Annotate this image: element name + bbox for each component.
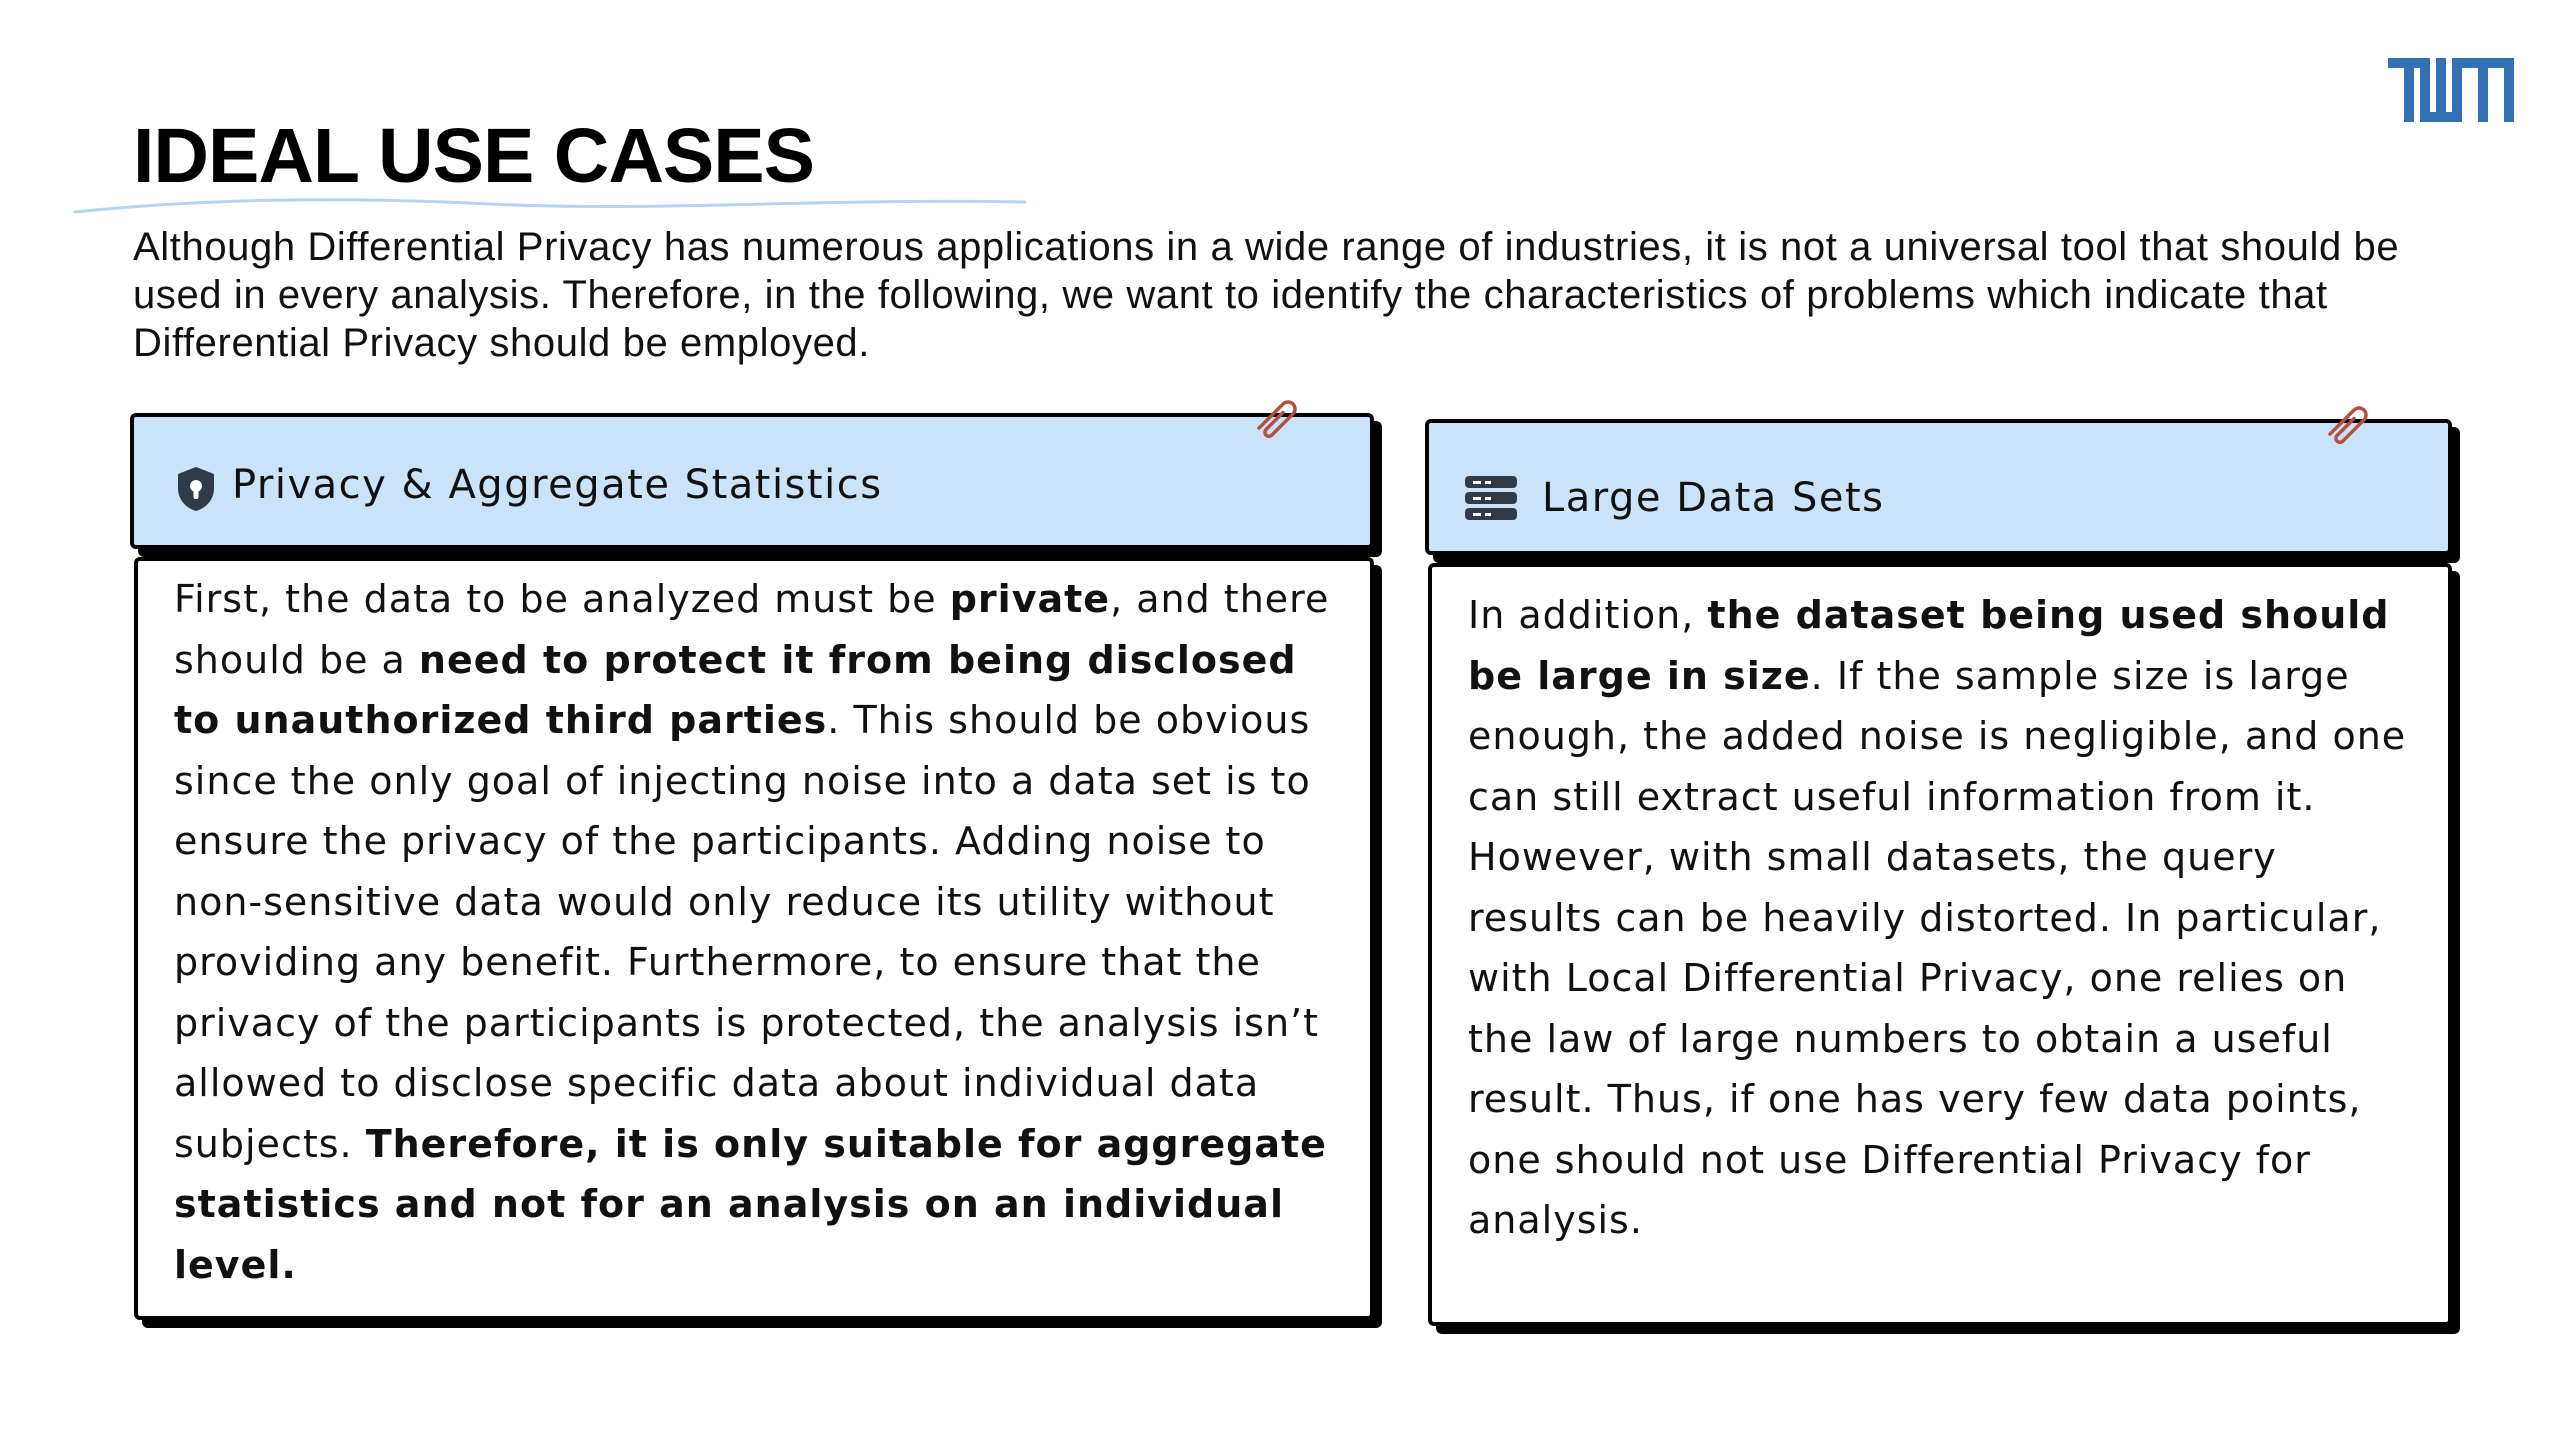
shield-lock-icon (175, 465, 217, 513)
intro-paragraph: Although Differential Privacy has numerous applications in a wide range of industries, it is not a universal tool that should be used in every analysis. Therefore, in the following, we want to identify the characteristics of problems which indicate that Differential Privacy should be employed. (133, 225, 2400, 365)
card-text: First, the data to be analyzed must be private, and there should be a need to protect it from being disclosed to unauthorized third parties. This should be obvious since the only goal of injecting noise into a data set is to ensure the privacy of the participants. Adding noise to non-sensitive data would only reduce its utility without providing any benefit. Furthermore, to ensure that the privacy of the participants is protected, the analysis isn’t allowed to disclose specific data about individual data subjects. Therefore, it is only suitable for aggregate statistics and not for an analysis on an individual level. (174, 577, 1330, 1287)
paperclip-icon (1245, 390, 1307, 452)
card-title: Large Data Sets (1542, 475, 1885, 521)
paperclip-icon (2316, 396, 2378, 458)
card-text: In addition, the dataset being used should be large in size. If the sample size is large enough, the added noise is negligible, and one can still extract useful information from it. However, with small datasets, the query results can be heavily distorted. In particular, with Local Differential Privacy, one relies on the law of large numbers to obtain a useful result. Thus, if one has very few data points, one should not use Differential Privacy for analysis. (1468, 593, 2407, 1242)
tum-logo (2388, 58, 2514, 122)
page-title: IDEAL USE CASES (133, 113, 815, 199)
card-title: Privacy & Aggregate Statistics (232, 462, 883, 508)
data-table-icon (1465, 476, 1517, 520)
title-underline (70, 190, 1030, 220)
